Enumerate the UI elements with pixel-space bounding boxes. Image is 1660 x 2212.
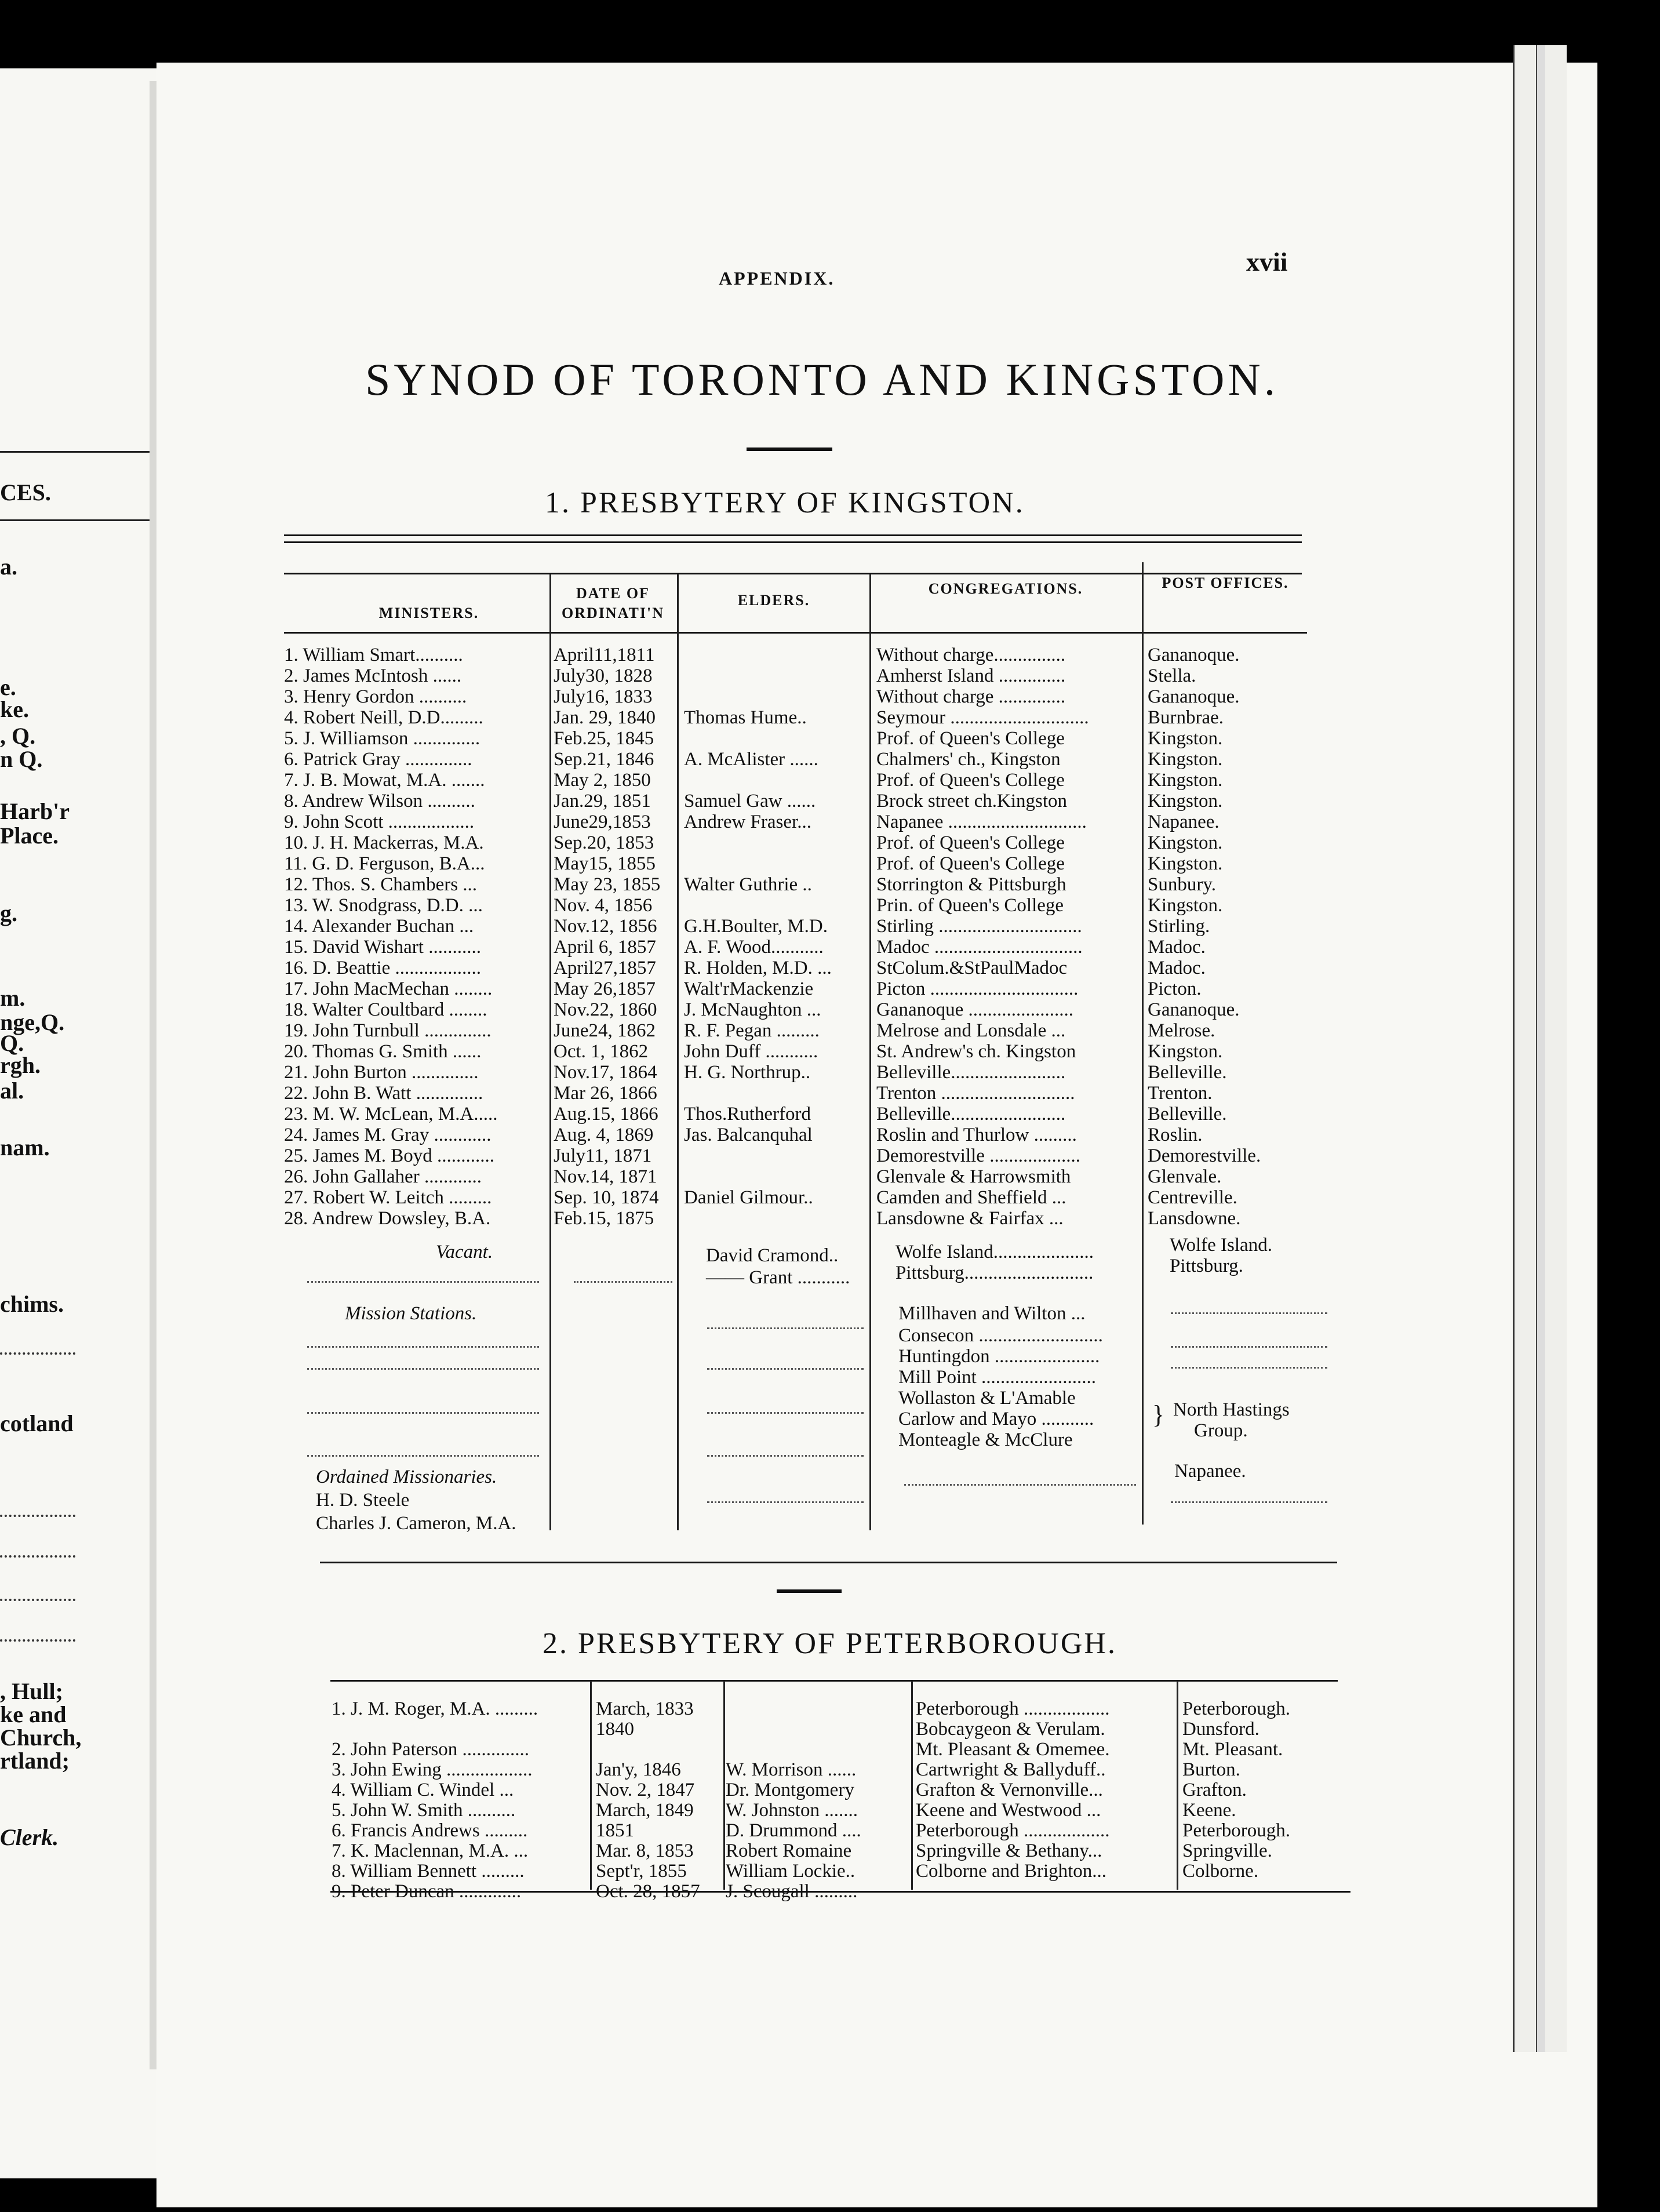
congregation-name: Peterborough .................. (916, 1698, 1110, 1719)
left-page-text: Clerk. (0, 1824, 59, 1850)
ordination-date: April27,1857 (554, 958, 656, 978)
minister-name: 25. James M. Boyd ............ (284, 1145, 494, 1166)
congregation-name: Prof. of Queen's College (876, 853, 1065, 874)
elder-name: William Lockie.. (726, 1861, 856, 1882)
post-office: Centreville. (1148, 1187, 1237, 1208)
congregation-name: Peterborough .................. (916, 1820, 1110, 1841)
ornament-rule (747, 448, 832, 451)
congregation-name: Grafton & Vernonville... (916, 1780, 1103, 1800)
congregation-name: Prin. of Queen's College (876, 895, 1064, 916)
congregation-name: Monteagle & McClure (898, 1429, 1073, 1450)
post-office: Sunbury. (1148, 874, 1216, 895)
congregation-name: Prof. of Queen's College (876, 728, 1065, 749)
congregation-name: Colborne and Brighton... (916, 1861, 1107, 1882)
blank-leader (307, 1346, 539, 1348)
minister-name: 18. Walter Coultbard ........ (284, 999, 487, 1020)
brace-icon: } (1152, 1400, 1165, 1429)
left-page-text: g. (0, 900, 17, 926)
ordination-date: July30, 1828 (554, 665, 653, 686)
table-rule (284, 541, 1302, 543)
left-page-text: a. (0, 554, 17, 580)
congregation-name: Wollaston & L'Amable (898, 1388, 1076, 1409)
column-header-date: ORDINATI'N (562, 605, 664, 621)
ordination-date: Sep.21, 1846 (554, 749, 654, 770)
left-page-text: chims. (0, 1291, 64, 1317)
left-page-text: e. (0, 674, 16, 700)
page-title: SYNOD OF TORONTO AND KINGSTON. (365, 354, 1279, 405)
congregation-name: Chalmers' ch., Kingston (876, 749, 1061, 770)
left-page-text: al. (0, 1078, 24, 1104)
post-office: Peterborough. (1182, 1698, 1291, 1719)
blank-leader (307, 1455, 539, 1457)
congregation-name: Bobcaygeon & Verulam. (916, 1719, 1105, 1740)
congregation-name: Glenvale & Harrowsmith (876, 1166, 1071, 1187)
congregation-name: Seymour ............................. (876, 707, 1089, 728)
post-office: Stirling. (1148, 916, 1210, 937)
minister-name: 22. John B. Watt .............. (284, 1083, 483, 1104)
elder-name: G.H.Boulter, M.D. (684, 916, 828, 937)
post-office: Dunsford. (1182, 1719, 1259, 1740)
minister-name: 17. John MacMechan ........ (284, 978, 493, 999)
ordination-date: Sep.20, 1853 (554, 832, 654, 853)
post-office: Gananoque. (1148, 999, 1240, 1020)
elder-name: J. McNaughton ... (684, 999, 821, 1020)
minister-name: 1. J. M. Roger, M.A. ......... (332, 1698, 538, 1719)
elder-name: Walter Guthrie .. (684, 874, 812, 895)
ordination-date: Jan.29, 1851 (554, 791, 651, 812)
post-office: Group. (1194, 1420, 1248, 1441)
minister-name: 19. John Turnbull .............. (284, 1020, 492, 1041)
elder-name: H. G. Northrup.. (684, 1062, 811, 1083)
congregation-name: Roslin and Thurlow ......... (876, 1125, 1077, 1145)
vacant-label: Vacant. (436, 1242, 493, 1263)
ordination-date: Feb.25, 1845 (554, 728, 654, 749)
congregation-name: Picton ............................... (876, 978, 1079, 999)
page-edge (1536, 45, 1545, 2052)
left-page-text: ke and (0, 1701, 67, 1727)
congregation-name: Madoc ............................... (876, 937, 1083, 958)
congregation-name: Springville & Bethany... (916, 1840, 1102, 1861)
post-office: Wolfe Island. (1170, 1235, 1272, 1256)
blank-leader (574, 1281, 672, 1283)
post-office: Burnbrae. (1148, 707, 1224, 728)
ordination-date: June29,1853 (554, 812, 651, 832)
minister-name: 20. Thomas G. Smith ...... (284, 1041, 482, 1062)
column-header-congregations: CONGREGATIONS. (928, 580, 1083, 597)
ordination-date: April11,1811 (554, 645, 655, 665)
blank-leader (1171, 1501, 1327, 1503)
ordination-date: Jan'y, 1846 (596, 1759, 681, 1780)
left-page-text: ke. (0, 696, 29, 722)
congregation-name: Without charge............... (876, 645, 1066, 665)
congregation-name: Pittsburg........................... (895, 1263, 1094, 1283)
post-office: Mt. Pleasant. (1182, 1739, 1283, 1760)
ordination-date: March, 1833 (596, 1698, 694, 1719)
post-office: Kingston. (1148, 770, 1223, 791)
blank-leader (707, 1455, 864, 1457)
post-office: Gananoque. (1148, 645, 1240, 665)
post-office: Roslin. (1148, 1125, 1203, 1145)
minister-name: 21. John Burton .............. (284, 1062, 479, 1083)
ordained-missionaries-label: Ordained Missionaries. (316, 1467, 497, 1487)
post-office: Stella. (1148, 665, 1196, 686)
column-header-ministers: MINISTERS. (378, 605, 479, 621)
post-office: Gananoque. (1148, 686, 1240, 707)
column-divider (869, 574, 871, 1530)
ordination-date: Nov. 4, 1856 (554, 895, 653, 916)
ordination-date: April 6, 1857 (554, 937, 656, 958)
column-divider (1142, 562, 1144, 1525)
post-office: Kingston. (1148, 791, 1223, 812)
column-divider (911, 1681, 913, 1890)
ordination-date: May 23, 1855 (554, 874, 661, 895)
minister-name: 3. Henry Gordon .......... (284, 686, 467, 707)
table-rule (284, 534, 1302, 536)
congregation-name: St. Andrew's ch. Kingston (876, 1041, 1076, 1062)
left-page-text: Harb'r (0, 798, 70, 824)
minister-name: 2. James McIntosh ...... (284, 665, 462, 686)
post-office: Belleville. (1148, 1062, 1227, 1083)
congregation-name: Cartwright & Ballyduff.. (916, 1759, 1106, 1780)
congregation-name: Prof. of Queen's College (876, 832, 1065, 853)
ordination-date: July11, 1871 (554, 1145, 652, 1166)
minister-name: 8. Andrew Wilson .......... (284, 791, 475, 812)
post-office: Lansdowne. (1148, 1208, 1241, 1229)
ordination-date: Nov.17, 1864 (554, 1062, 657, 1083)
left-page-text: nam. (0, 1134, 50, 1160)
elder-name: John Duff ........... (684, 1041, 818, 1062)
elder-name: Walt'rMackenzie (684, 978, 814, 999)
minister-name: 6. Patrick Gray .............. (284, 749, 472, 770)
minister-name: 24. James M. Gray ............ (284, 1125, 492, 1145)
blank-leader (307, 1412, 539, 1414)
left-page-leader (0, 1599, 75, 1601)
post-office: Pittsburg. (1170, 1256, 1243, 1276)
left-page-text: , Hull; (0, 1678, 63, 1704)
congregation-name: Stirling .............................. (876, 916, 1082, 937)
ordination-date: Oct. 28, 1857 (596, 1881, 700, 1902)
minister-name: 4. Robert Neill, D.D......... (284, 707, 483, 728)
left-page-leader (0, 1515, 75, 1517)
left-page-text: n Q. (0, 746, 43, 772)
blank-leader (707, 1327, 864, 1329)
table-rule (330, 1680, 1338, 1682)
minister-name: 13. W. Snodgrass, D.D. ... (284, 895, 483, 916)
minister-name: 9. John Scott .................. (284, 812, 475, 832)
minister-name: 23. M. W. McLean, M.A..... (284, 1104, 498, 1125)
blank-leader (1171, 1312, 1327, 1314)
minister-name: 4. William C. Windel ... (332, 1780, 514, 1800)
minister-name: H. D. Steele (316, 1490, 410, 1511)
blank-leader (707, 1501, 864, 1503)
left-page-leader (0, 1352, 75, 1355)
minister-name: 5. J. Williamson .............. (284, 728, 480, 749)
blank-leader (307, 1281, 539, 1283)
blank-leader (1171, 1346, 1327, 1348)
minister-name: 28. Andrew Dowsley, B.A. (284, 1208, 491, 1229)
congregation-name: Melrose and Lonsdale ... (876, 1020, 1066, 1041)
congregation-name: Prof. of Queen's College (876, 770, 1065, 791)
congregation-name: Demorestville ................... (876, 1145, 1080, 1166)
elder-name: Thomas Hume.. (684, 707, 807, 728)
table-rule (284, 632, 1307, 634)
minister-name: 7. J. B. Mowat, M.A. ....... (284, 770, 485, 791)
congregation-name: Napanee ............................. (876, 812, 1087, 832)
congregation-name: Gananoque ...................... (876, 999, 1074, 1020)
congregation-name: Without charge .............. (876, 686, 1066, 707)
left-page-text: m. (0, 985, 26, 1011)
elder-name: A. F. Wood........... (684, 937, 824, 958)
minister-name: 3. John Ewing .................. (332, 1759, 533, 1780)
section-title-peterborough: 2. PRESBYTERY OF PETERBOROUGH. (543, 1627, 1117, 1660)
congregation-name: Huntingdon ...................... (898, 1346, 1100, 1367)
blank-leader (707, 1368, 864, 1370)
congregation-name: Wolfe Island..................... (895, 1242, 1094, 1263)
ordination-date: Sept'r, 1855 (596, 1861, 687, 1882)
column-header-elders: ELDERS. (737, 592, 810, 609)
post-office: Melrose. (1148, 1020, 1215, 1041)
post-office: Glenvale. (1148, 1166, 1222, 1187)
running-head: APPENDIX. (719, 268, 835, 289)
minister-name: 10. J. H. Mackerras, M.A. (284, 832, 484, 853)
elder-name: A. McAlister ...... (684, 749, 818, 770)
post-office: Kingston. (1148, 853, 1223, 874)
ordination-date: Sep. 10, 1874 (554, 1187, 659, 1208)
column-divider (590, 1681, 592, 1890)
ordination-date: 1851 (596, 1820, 634, 1841)
ordination-date: Mar. 8, 1853 (596, 1840, 694, 1861)
congregation-name: Mill Point ........................ (898, 1367, 1097, 1388)
congregation-name: Consecon .......................... (898, 1325, 1103, 1346)
elder-name: R. F. Pegan ......... (684, 1020, 820, 1041)
ordination-date: Nov.22, 1860 (554, 999, 657, 1020)
minister-name: 9. Peter Duncan ............. (332, 1881, 522, 1902)
column-header-date: DATE OF (576, 585, 650, 602)
ordination-date: May15, 1855 (554, 853, 656, 874)
minister-name: Charles J. Cameron, M.A. (316, 1513, 516, 1534)
post-office: Kingston. (1148, 832, 1223, 853)
minister-name: 15. David Wishart ........... (284, 937, 481, 958)
blank-leader (707, 1412, 864, 1414)
elder-name: J. Scougall ......... (726, 1881, 858, 1902)
left-page-text: nge,Q. (0, 1009, 65, 1035)
post-office: Kingston. (1148, 1041, 1223, 1062)
left-page-leader (0, 1639, 75, 1642)
congregation-name: Belleville........................ (876, 1104, 1066, 1125)
elder-name: —— Grant ........... (706, 1267, 850, 1288)
left-page-leader (0, 1555, 75, 1558)
post-office: Colborne. (1182, 1861, 1259, 1882)
congregation-name: Mt. Pleasant & Omemee. (916, 1739, 1110, 1760)
column-divider (723, 1681, 725, 1890)
minister-name: 16. D. Beattie .................. (284, 958, 482, 978)
ordination-date: Jan. 29, 1840 (554, 707, 656, 728)
post-office: Belleville. (1148, 1104, 1227, 1125)
minister-name: 7. K. Maclennan, M.A. ... (332, 1840, 529, 1861)
minister-name: 5. John W. Smith .......... (332, 1800, 516, 1821)
ordination-date: Feb.15, 1875 (554, 1208, 654, 1229)
left-page-text: Q. (0, 1030, 24, 1056)
minister-name: 12. Thos. S. Chambers ... (284, 874, 478, 895)
ordination-date: March, 1849 (596, 1800, 694, 1821)
blank-leader (307, 1368, 539, 1370)
congregation-name: Storrington & Pittsburgh (876, 874, 1066, 895)
post-office: Grafton. (1182, 1780, 1247, 1800)
ordination-date: May 26,1857 (554, 978, 656, 999)
post-office: Madoc. (1148, 937, 1206, 958)
post-office: Burton. (1182, 1759, 1240, 1780)
congregation-name: Lansdowne & Fairfax ... (876, 1208, 1064, 1229)
ordination-date: Oct. 1, 1862 (554, 1041, 649, 1062)
post-office: Trenton. (1148, 1083, 1213, 1104)
congregation-name: Amherst Island .............. (876, 665, 1066, 686)
left-page-text: CES. (0, 479, 51, 505)
section-title-kingston: 1. PRESBYTERY OF KINGSTON. (545, 486, 1025, 519)
congregation-name: Keene and Westwood ... (916, 1800, 1101, 1821)
minister-name: 14. Alexander Buchan ... (284, 916, 474, 937)
post-office: Picton. (1148, 978, 1202, 999)
elder-name: Thos.Rutherford (684, 1104, 811, 1125)
minister-name: 1. William Smart.......... (284, 645, 463, 665)
congregation-name: Belleville........................ (876, 1062, 1066, 1083)
post-office: Napanee. (1148, 812, 1219, 832)
left-page-text: Place. (0, 823, 59, 849)
ordination-date: Nov.12, 1856 (554, 916, 657, 937)
ordination-date: Nov.14, 1871 (554, 1166, 657, 1187)
ordination-date: July16, 1833 (554, 686, 653, 707)
elder-name: R. Holden, M.D. ... (684, 958, 832, 978)
minister-name: 6. Francis Andrews ......... (332, 1820, 528, 1841)
post-office: Springville. (1182, 1840, 1272, 1861)
page-number: xvii (1246, 247, 1288, 276)
ordination-date: June24, 1862 (554, 1020, 656, 1041)
elder-name: David Cramond.. (706, 1245, 839, 1266)
blank-leader (1171, 1367, 1327, 1369)
elder-name: Robert Romaine (726, 1840, 852, 1861)
column-divider (1177, 1681, 1178, 1890)
column-header-post-offices: POST OFFICES. (1162, 574, 1289, 591)
congregation-name: Brock street ch.Kingston (876, 791, 1068, 812)
congregation-name: Millhaven and Wilton ... (898, 1303, 1086, 1324)
ordination-date: May 2, 1850 (554, 770, 651, 791)
ordination-date: Nov. 2, 1847 (596, 1780, 695, 1800)
elder-name: W. Morrison ...... (726, 1759, 857, 1780)
elder-name: Dr. Montgomery (726, 1780, 854, 1800)
congregation-name: Carlow and Mayo ........... (898, 1409, 1094, 1429)
elder-name: D. Drummond .... (726, 1820, 861, 1841)
congregation-name: Camden and Sheffield ... (876, 1187, 1066, 1208)
minister-name: 27. Robert W. Leitch ......... (284, 1187, 492, 1208)
left-page-text: , Q. (0, 723, 36, 749)
ordination-date: Aug. 4, 1869 (554, 1125, 654, 1145)
ordination-date: Mar 26, 1866 (554, 1083, 657, 1104)
minister-name: 11. G. D. Ferguson, B.A... (284, 853, 485, 874)
left-page-text: rtland; (0, 1748, 70, 1774)
left-page-text: Church, (0, 1725, 82, 1751)
post-office: North Hastings (1173, 1399, 1290, 1420)
congregation-name: StColum.&StPaulMadoc (876, 958, 1068, 978)
post-office: Madoc. (1148, 958, 1206, 978)
column-divider (677, 574, 679, 1530)
post-office: Kingston. (1148, 895, 1223, 916)
mission-stations-label: Mission Stations. (345, 1303, 477, 1324)
ordination-date: Aug.15, 1866 (554, 1104, 658, 1125)
post-office: Kingston. (1148, 728, 1223, 749)
post-office: Peterborough. (1182, 1820, 1291, 1841)
elder-name: Samuel Gaw ...... (684, 791, 816, 812)
minister-name: 26. John Gallaher ............ (284, 1166, 482, 1187)
post-office: Demorestville. (1148, 1145, 1261, 1166)
ornament-rule (777, 1589, 842, 1593)
congregation-name: Trenton ............................ (876, 1083, 1075, 1104)
blank-leader (904, 1484, 1136, 1486)
ordination-date: 1840 (596, 1719, 634, 1740)
post-office: Keene. (1182, 1800, 1236, 1821)
elder-name: Jas. Balcanquhal (684, 1125, 813, 1145)
table-rule (320, 1562, 1337, 1563)
elder-name: Andrew Fraser... (684, 812, 811, 832)
left-page-text: rgh. (0, 1052, 41, 1078)
column-divider (549, 574, 551, 1530)
elder-name: W. Johnston ....... (726, 1800, 858, 1821)
minister-name: 8. William Bennett ......... (332, 1861, 525, 1882)
post-office: Kingston. (1148, 749, 1223, 770)
minister-name: 2. John Paterson .............. (332, 1739, 529, 1760)
left-page-text: cotland (0, 1410, 74, 1436)
elder-name: Daniel Gilmour.. (684, 1187, 813, 1208)
post-office: Napanee. (1174, 1461, 1246, 1482)
